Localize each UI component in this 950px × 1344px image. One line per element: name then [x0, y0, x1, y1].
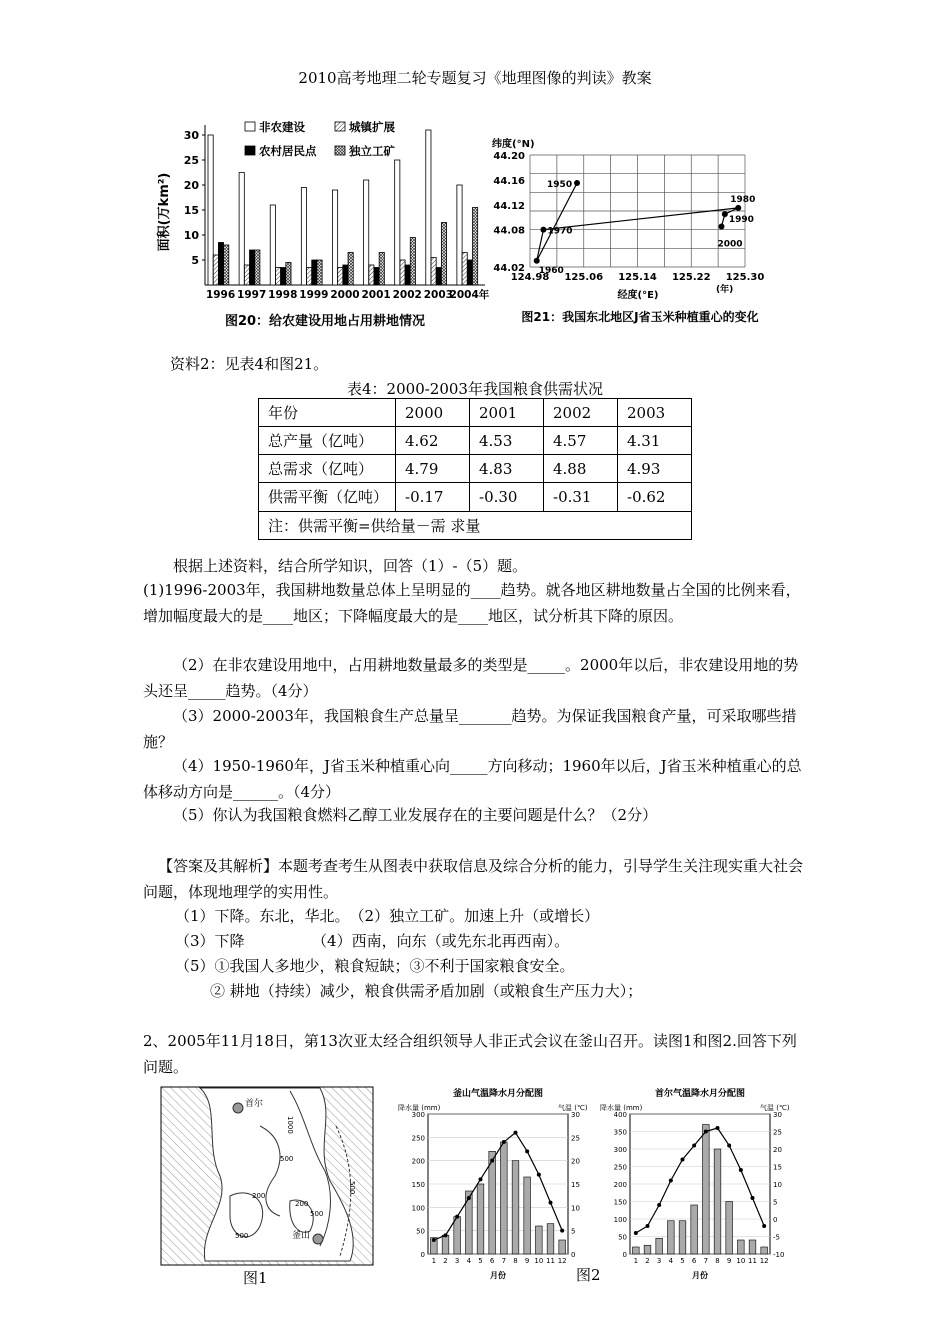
- bar-非农建设: [270, 205, 275, 285]
- point-label: 1970: [547, 226, 573, 237]
- x-axis-label: 月份: [490, 1271, 506, 1280]
- data-point: [534, 258, 540, 264]
- precip-bar: [691, 1205, 698, 1254]
- question-2: （2）在非农建设用地中，占用耕地数量最多的类型是_____。2000年以后，非农建设用地的势头还呈_____趋势。（4分）: [143, 656, 799, 700]
- temperature-point: [762, 1224, 766, 1228]
- y-tick-label: 50: [618, 1233, 627, 1242]
- bar-独立工矿: [348, 253, 353, 286]
- table-4: [258, 398, 692, 540]
- precip-bar: [738, 1240, 745, 1254]
- temperature-point: [467, 1196, 471, 1200]
- x-tick-label: 2003: [423, 289, 453, 301]
- temperature-point: [455, 1215, 459, 1219]
- korea-contour-map: [160, 1086, 374, 1266]
- bar-农村居民点: [467, 260, 472, 285]
- x-tick-label: 3: [454, 1257, 460, 1265]
- problem-2: 2、2005年11月18日，第13次亚太经合组织领导人非正式会议在釜山召开。读图1和图2.回答下列问题。: [143, 1032, 797, 1076]
- temperature-point: [681, 1158, 685, 1162]
- legend-label: 非农建设: [259, 120, 305, 134]
- y-tick-label: 200: [613, 1181, 627, 1189]
- temperature-point: [646, 1224, 650, 1228]
- bar-非农建设: [239, 173, 244, 286]
- legend-label: 农村居民点: [259, 144, 317, 158]
- y-tick-label: 100: [613, 1216, 627, 1224]
- y2-tick-label: 20: [773, 1146, 782, 1154]
- bar-独立工矿: [224, 245, 229, 285]
- x-tick-label: 125.06: [564, 272, 604, 283]
- x-tick-label: 4: [466, 1257, 472, 1265]
- document-title: 2010高考地理二轮专题复习《地理图像的判读》教案: [298, 69, 652, 87]
- chart-seoul-climate: [600, 1084, 790, 1284]
- x-tick-label: 2001: [361, 289, 391, 301]
- question-1: (1)1996-2003年，我国耕地数量总体上呈明显的____趋势。就各地区耕地数量占全国的比例来看，增加幅度最大的是____地区；下降幅度最大的是____地区，试分析其下降的原因。: [143, 581, 801, 625]
- precip-bar: [749, 1240, 756, 1254]
- temperature-point: [692, 1144, 696, 1148]
- contour-label: 1000: [286, 1116, 294, 1134]
- y-tick-label: 44.12: [493, 200, 525, 212]
- table-cell: 4.79: [396, 455, 470, 483]
- table-caption: 表4：2000-2003年我国粮食供需状况: [347, 380, 603, 398]
- y-tick-label: 150: [613, 1198, 627, 1207]
- x-tick-label: 1999: [299, 289, 329, 301]
- x-tick-label: 3: [656, 1257, 662, 1265]
- bar-农村居民点: [281, 268, 286, 286]
- temperature-point: [727, 1144, 731, 1148]
- x-tick-label: 10: [736, 1257, 746, 1265]
- temperature-point: [479, 1177, 483, 1181]
- x-tick-label: 7: [703, 1257, 709, 1265]
- chart-busan-climate: [398, 1084, 588, 1284]
- bar-城镇扩展: [244, 265, 249, 285]
- precip-bar: [559, 1240, 566, 1254]
- y-tick-label: 300: [613, 1146, 627, 1154]
- bar-农村居民点: [374, 268, 379, 286]
- y-tick-label: 44.02: [493, 263, 525, 274]
- bar-非农建设: [208, 135, 213, 285]
- data-point: [540, 227, 546, 233]
- legend-swatch: [245, 146, 255, 155]
- question-4: （4）1950-1960年，J省玉米种植重心向_____方向移动；1960年以后，J省玉米种植重心的总体移动方向是______。（4分）: [143, 757, 802, 801]
- x-tick-label: 1998: [268, 289, 298, 301]
- x-axis-label: 经度(°E): [617, 290, 659, 301]
- answer-5b: ② 耕地（持续）减少，粮食供需矛盾加剧（或粮食生产压力大）；: [210, 982, 643, 1000]
- y-tick-label: 44.08: [493, 225, 525, 237]
- bar-非农建设: [332, 190, 337, 285]
- x-tick-label: 6: [691, 1257, 697, 1265]
- bar-城镇扩展: [369, 265, 374, 285]
- precip-bar: [633, 1247, 640, 1254]
- x-tick-label: 9: [726, 1257, 732, 1265]
- bar-非农建设: [301, 188, 306, 286]
- question-5: （5）你认为我国粮食燃料乙醇工业发展存在的主要问题是什么？（2分）: [173, 806, 658, 824]
- chart-title: 图20：给农建设用地占用耕地情况: [224, 314, 426, 329]
- question-3: （3）2000-2003年，我国粮食生产总量呈_______趋势。为保证我国粮食产量，可采取哪些措施？: [143, 707, 797, 751]
- bar-城镇扩展: [307, 268, 312, 286]
- answer-1: （1）下降。东北，华北。 （2）独立工矿。加速上升（或增长）: [175, 907, 600, 925]
- table-note: 注：供需平衡=供给量－需 求量: [259, 512, 692, 540]
- table-cell: 4.93: [618, 455, 692, 483]
- y2-tick-label: -10: [773, 1251, 785, 1259]
- y-tick-label: 250: [613, 1163, 627, 1172]
- table-cell: 总需求（亿吨）: [259, 455, 396, 483]
- temperature-point: [514, 1131, 518, 1135]
- x-tick-label: 12: [759, 1257, 769, 1265]
- x-tick-label: 2004年: [449, 289, 490, 301]
- seoul-marker: [233, 1103, 243, 1113]
- temperature-point: [525, 1149, 529, 1153]
- data-point: [574, 180, 580, 186]
- y2-tick-label: 15: [773, 1163, 782, 1172]
- data-point: [735, 205, 741, 211]
- precip-bar: [466, 1191, 473, 1254]
- bar-独立工矿: [472, 208, 477, 286]
- figure-2-caption: 图2: [576, 1266, 601, 1284]
- precip-bar: [501, 1142, 508, 1254]
- x-tick-label: 12: [557, 1257, 567, 1265]
- precip-bar: [524, 1177, 531, 1254]
- bar-农村居民点: [405, 265, 410, 285]
- y2-tick-label: -5: [773, 1233, 780, 1242]
- table-cell: -0.62: [618, 483, 692, 512]
- table-cell: 4.57: [544, 427, 618, 455]
- table-row: [259, 512, 692, 540]
- temperature-point: [669, 1179, 673, 1183]
- precip-bar: [512, 1161, 519, 1254]
- table-cell: 4.31: [618, 427, 692, 455]
- temperature-point: [432, 1238, 436, 1242]
- y2-tick-label: 30: [571, 1111, 580, 1119]
- y2-tick-label: 10: [773, 1181, 782, 1189]
- y2-tick-label: 15: [571, 1181, 580, 1189]
- bar-独立工矿: [255, 250, 260, 285]
- y2-tick-label: 0: [773, 1216, 778, 1224]
- bar-独立工矿: [410, 238, 415, 286]
- temperature-point: [549, 1201, 553, 1205]
- bar-独立工矿: [286, 263, 291, 286]
- chart-fig20: [150, 117, 495, 332]
- precip-bar: [454, 1217, 461, 1254]
- y-tick-label: 400: [613, 1111, 627, 1119]
- y-tick-label: 0: [622, 1251, 627, 1259]
- y-axis-label: 面积(万km²): [157, 172, 172, 252]
- bar-城镇扩展: [431, 258, 436, 286]
- x-tick-label: 1: [431, 1257, 437, 1265]
- busan-label: 釜山: [292, 1231, 311, 1241]
- bar-独立工矿: [441, 223, 446, 286]
- contour-label: 500: [280, 1155, 294, 1163]
- y-axis-label: 降水量 (mm): [398, 1104, 441, 1112]
- table-cell: 年份: [259, 399, 396, 427]
- y-tick-label: 5: [191, 254, 199, 267]
- contour-label: 200: [295, 1200, 309, 1208]
- data-point: [718, 224, 724, 230]
- bar-非农建设: [364, 180, 369, 285]
- y2-tick-label: 5: [773, 1198, 778, 1207]
- y2-tick-label: 25: [773, 1128, 782, 1137]
- y-axis-label: 降水量 (mm): [600, 1104, 643, 1112]
- x-tick-label: 125.22: [671, 272, 711, 283]
- y2-axis-label: 气温 (℃): [558, 1104, 588, 1112]
- y-tick-label: 300: [411, 1111, 425, 1119]
- table-row: [259, 399, 692, 427]
- x-tick-label: 125.30: [725, 272, 765, 283]
- answer-head: 【答案及其解析】: [158, 857, 279, 875]
- temperature-point: [704, 1130, 708, 1134]
- bar-农村居民点: [436, 268, 441, 286]
- y-tick-label: 20: [183, 179, 199, 192]
- legend-label: 独立工矿: [349, 144, 395, 158]
- y-tick-label: 44.20: [493, 151, 525, 162]
- temperature-point: [502, 1140, 506, 1144]
- table-row: [259, 483, 692, 512]
- bar-城镇扩展: [338, 268, 343, 286]
- bar-农村居民点: [218, 243, 223, 286]
- legend-swatch: [335, 122, 345, 131]
- precip-bar: [547, 1224, 554, 1254]
- temperature-point: [634, 1231, 638, 1235]
- temperature-line: [636, 1128, 764, 1233]
- bar-农村居民点: [312, 260, 317, 285]
- x-tick-label: 2002: [392, 289, 422, 301]
- bar-独立工矿: [379, 253, 384, 286]
- table-cell: 4.88: [544, 455, 618, 483]
- y2-tick-label: 25: [571, 1134, 580, 1143]
- figure-1-caption: 图1: [243, 1269, 268, 1287]
- precip-bar: [761, 1247, 768, 1254]
- bar-农村居民点: [343, 265, 348, 285]
- data-point: [722, 211, 728, 217]
- answer-5a: （5）①我国人多地少，粮食短缺；③不利于国家粮食安全。: [175, 957, 575, 975]
- seoul-label: 首尔: [245, 1099, 264, 1109]
- point-label: 1960: [538, 265, 564, 276]
- temperature-point: [444, 1233, 448, 1237]
- y-tick-label: 30: [183, 129, 199, 142]
- x-tick-label: 2000: [330, 289, 360, 301]
- y-tick-label: 150: [411, 1181, 425, 1189]
- y2-tick-label: 20: [571, 1157, 580, 1166]
- bar-城镇扩展: [275, 268, 280, 286]
- y-axis-label: 纬度(°N): [492, 139, 535, 150]
- bar-非农建设: [426, 130, 431, 285]
- precip-bar: [726, 1202, 733, 1255]
- point-label: 1950: [547, 180, 573, 190]
- temperature-point: [739, 1168, 743, 1172]
- x-tick-label: 4: [668, 1257, 674, 1265]
- chart-title: 首尔气温降水月分配图: [654, 1089, 746, 1099]
- chart-fig21: [490, 135, 790, 330]
- bar-城镇扩展: [462, 253, 467, 286]
- x-tick-label: 125.14: [618, 272, 657, 283]
- y-tick-label: 350: [613, 1128, 627, 1137]
- y-tick-label: 25: [183, 154, 199, 167]
- table-cell: 4.53: [470, 427, 544, 455]
- table-cell: 总产量（亿吨）: [259, 427, 396, 455]
- precip-bar: [536, 1226, 543, 1254]
- table-cell: 4.83: [470, 455, 544, 483]
- questions-intro: 根据上述资料，结合所学知识，回答（1）-（5）题。: [173, 557, 528, 575]
- x-tick-label: 8: [715, 1257, 720, 1265]
- y2-tick-label: 10: [571, 1204, 580, 1213]
- precip-bar: [679, 1221, 686, 1254]
- bar-城镇扩展: [213, 255, 218, 285]
- bar-非农建设: [457, 185, 462, 285]
- contour-label: 500: [348, 1181, 356, 1195]
- contour-label: 200: [252, 1192, 266, 1200]
- precip-bar: [644, 1245, 651, 1254]
- point-label: 1990: [728, 215, 754, 226]
- temperature-point: [537, 1173, 541, 1177]
- x-tick-label: 5: [478, 1257, 483, 1265]
- table-cell: -0.17: [396, 483, 470, 512]
- temperature-line: [434, 1133, 562, 1240]
- temperature-point: [490, 1159, 494, 1163]
- temperature-point: [751, 1196, 755, 1200]
- x-tick-label: 6: [489, 1257, 495, 1265]
- precip-bar: [477, 1184, 484, 1254]
- bar-非农建设: [395, 160, 400, 285]
- y2-axis-label: 气温 (℃): [760, 1104, 790, 1112]
- answer-intro: [143, 853, 808, 905]
- y-tick-label: 200: [411, 1157, 425, 1166]
- y-tick-label: 250: [411, 1134, 425, 1143]
- bar-农村居民点: [250, 250, 255, 285]
- x-tick-label: 124.98: [510, 272, 550, 283]
- x-tick-label: 7: [501, 1257, 507, 1265]
- chart-title: 釜山气温降水月分配图: [452, 1089, 544, 1099]
- temperature-point: [560, 1229, 564, 1233]
- table-cell: 2001: [470, 399, 544, 427]
- x-axis-label: 月份: [692, 1271, 708, 1280]
- table-cell: 2002: [544, 399, 618, 427]
- table-row: [259, 427, 692, 455]
- contour-label: 500: [310, 1210, 324, 1218]
- answer-intro-text: 本题考查考生从图表中获取信息及综合分析的能力，引导学生关注现实重大社会问题，体现地理学的实用性。: [143, 857, 804, 901]
- table-cell: 2003: [618, 399, 692, 427]
- y2-tick-label: 5: [571, 1227, 576, 1236]
- table-cell: 供需平衡（亿吨）: [259, 483, 396, 512]
- y-tick-label: 0: [420, 1251, 425, 1259]
- precip-bar: [442, 1235, 449, 1254]
- y-tick-label: 50: [416, 1227, 425, 1236]
- x-tick-label: 2: [443, 1257, 448, 1265]
- temperature-point: [716, 1126, 720, 1130]
- y-tick-label: 44.16: [493, 175, 525, 187]
- table-row: [259, 455, 692, 483]
- contour-label: 500: [235, 1232, 249, 1240]
- x-tick-label: 8: [513, 1257, 518, 1265]
- precip-bar: [714, 1149, 721, 1254]
- x-tick-label: 1996: [205, 289, 236, 301]
- x-tick-label: 10: [534, 1257, 544, 1265]
- table-cell: -0.30: [470, 483, 544, 512]
- x-tick-label: 11: [748, 1257, 757, 1265]
- x-tick-label: 1: [633, 1257, 639, 1265]
- precip-bar: [703, 1125, 710, 1255]
- table-cell: -0.31: [544, 483, 618, 512]
- legend-swatch: [335, 146, 345, 155]
- legend-label: 城镇扩展: [349, 120, 395, 134]
- busan-marker: [313, 1234, 323, 1244]
- precip-bar: [656, 1238, 663, 1254]
- point-label: 1980: [730, 194, 756, 205]
- y2-tick-label: 30: [773, 1111, 782, 1119]
- answer-3: （3）下降 （4）西南，向东（或先东北再西南）。: [175, 932, 570, 950]
- x-tick-label: 9: [524, 1257, 530, 1265]
- y-tick-label: 10: [183, 229, 199, 242]
- y2-tick-label: 0: [571, 1251, 576, 1259]
- table-cell: 2000: [396, 399, 470, 427]
- bar-城镇扩展: [400, 260, 405, 285]
- precip-bar: [668, 1221, 675, 1254]
- x-tick-label: 5: [680, 1257, 685, 1265]
- source-line: 资料2：见表4和图21。: [170, 355, 329, 373]
- chart-title: 图21：我国东北地区J省玉米种植重心的变化: [521, 310, 759, 324]
- y-tick-label: 100: [411, 1204, 425, 1213]
- temperature-point: [657, 1203, 661, 1207]
- x-tick-label: 2: [645, 1257, 650, 1265]
- y-tick-label: 15: [183, 204, 199, 217]
- table-cell: 4.62: [396, 427, 470, 455]
- unit-label: (年): [716, 285, 734, 295]
- legend-swatch: [245, 122, 255, 131]
- precip-bar: [489, 1151, 496, 1254]
- point-label: 2000: [717, 239, 743, 250]
- x-tick-label: 1997: [237, 289, 267, 301]
- x-tick-label: 11: [546, 1257, 555, 1265]
- bar-独立工矿: [317, 260, 322, 285]
